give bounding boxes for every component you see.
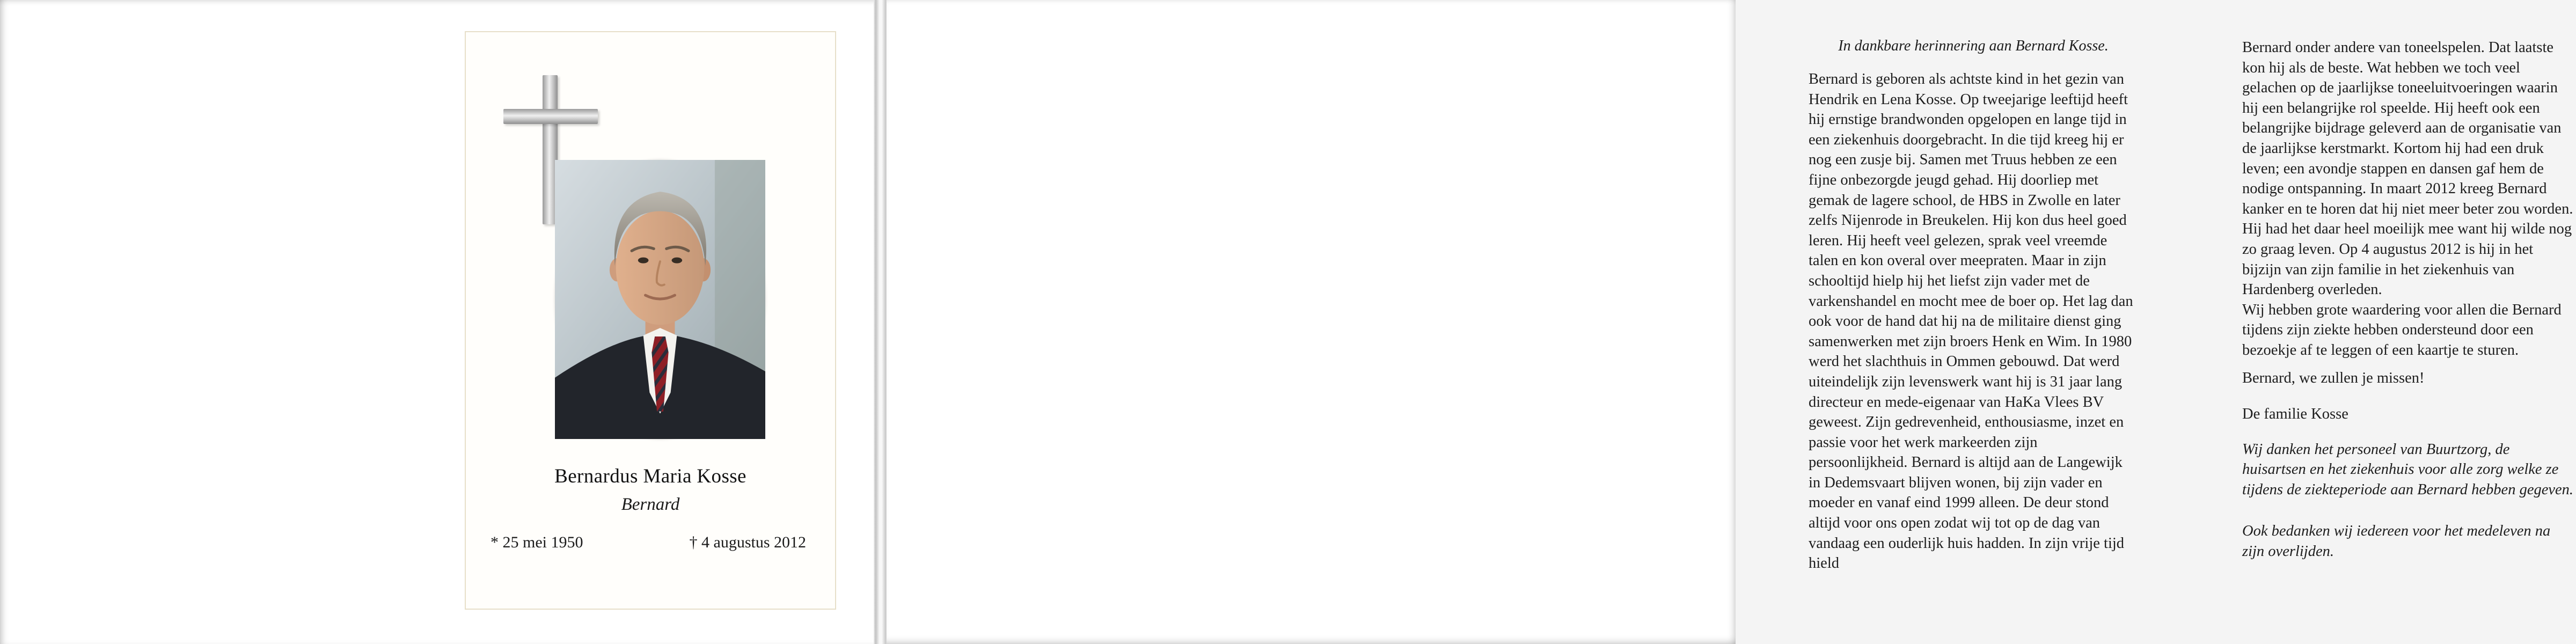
inside-page (887, 0, 2574, 644)
front-page (0, 0, 876, 644)
deceased-name: Bernardus Maria Kosse (554, 465, 747, 487)
cross-icon (503, 109, 598, 124)
closing-line: Bernard, we zullen je missen! (2242, 369, 2425, 386)
portrait-illustration (555, 160, 765, 439)
birth-date: * 25 mei 1950 (491, 533, 583, 551)
memorial-card-frame (465, 31, 836, 610)
thanks-sympathy: Ook bedanken wij iedereen voor het medeleven na zijn overlijden. (2242, 523, 2551, 560)
portrait-photo (555, 160, 765, 439)
memorial-text-part2: Bernard onder andere van toneelspelen. Dat laatste kon hij als de beste. Wat hebben we toch veel gelachen op de jaarlijkse toneeluitvoeringen waarin hij een belangrijke rol speelde. Hij heeft ook een belangrijke bijdrage geleverd aan de organisatie van de jaarlijkse kerstmarkt. Kortom hij had een druk leven; een avondje stappen en dansen gaf hem de nodige ontspanning. In maart 2012 kreeg Bernard kanker en te horen dat hij niet meer beter zou worden. Hij had het daar heel moeilijk mee want hij wilde nog zo graag leven. Op 4 augustus 2012 is hij in het bijzijn van zijn familie in het ziekenhuis van Hardenberg overleden. (2242, 39, 2573, 298)
death-date: † 4 augustus 2012 (689, 533, 806, 551)
text-column-right (2242, 38, 2576, 562)
text-column-left (1809, 38, 2138, 574)
family-signature: De familie Kosse (2242, 406, 2348, 423)
page-fold (874, 0, 888, 644)
memorial-text-gratitude: Wij hebben grote waardering voor allen die Bernard tijdens zijn ziekte hebben ondersteund door een bezoekje af te leggen of een kaartje te sturen. (2242, 301, 2562, 358)
life-dates (466, 533, 835, 552)
thanks-caregivers: Wij danken het personeel van Buurtzorg, de huisartsen en het ziekenhuis voor alle zorg welke ze tijdens de ziekteperiode aan Bernard hebben gegeven. (2242, 441, 2574, 498)
deceased-nickname: Bernard (621, 495, 680, 514)
memorial-header: In dankbare herinnering aan Bernard Kosse. (1838, 38, 2109, 54)
memorial-text-part1: Bernard is geboren als achtste kind in het gezin van Hendrik en Lena Kosse. Op tweejarige leeftijd heeft hij ernstige brandwonden opgelopen en lange tijd in een ziekenhuis doorgebracht. In die tijd kreeg hij er nog een zusje bij. Samen met Truus hebben ze een fijne onbezorgde jeugd gehad. Hij doorliep met gemak de lagere school, de HBS in Zwolle en later zelfs Nijenrode in Breukelen. Hij kon dus heel goed leren. Hij heeft veel gelezen, sprak veel vreemde talen en kon overal over meepraten. Maar in zijn schooltijd hielp hij het liefst zijn vader met de varkenshandel en mocht mee de boer op. Het lag dan ook voor de hand dat hij na de militaire dienst ging samenwerken met zijn broers Henk en Wim. In 1980 werd het slachthuis in Ommen gebouwd. Dat werd uiteindelijk zijn levenswerk want hij is 31 jaar lang directeur en mede-eigenaar van HaKa Vlees BV geweest. Zijn gedrevenheid, enthousiasme, inzet en passie voor het werk markeerden zijn persoonlijkheid. Bernard is altijd aan de Langewijk in Dedemsvaart blijven wonen, bij zijn vader en moeder en vanaf eind 1999 alleen. De deur stond altijd voor ons open zodat wij tot op de dag van vandaag een ouderlijk huis hadden. In zijn vrije tijd hield (1809, 71, 2133, 572)
